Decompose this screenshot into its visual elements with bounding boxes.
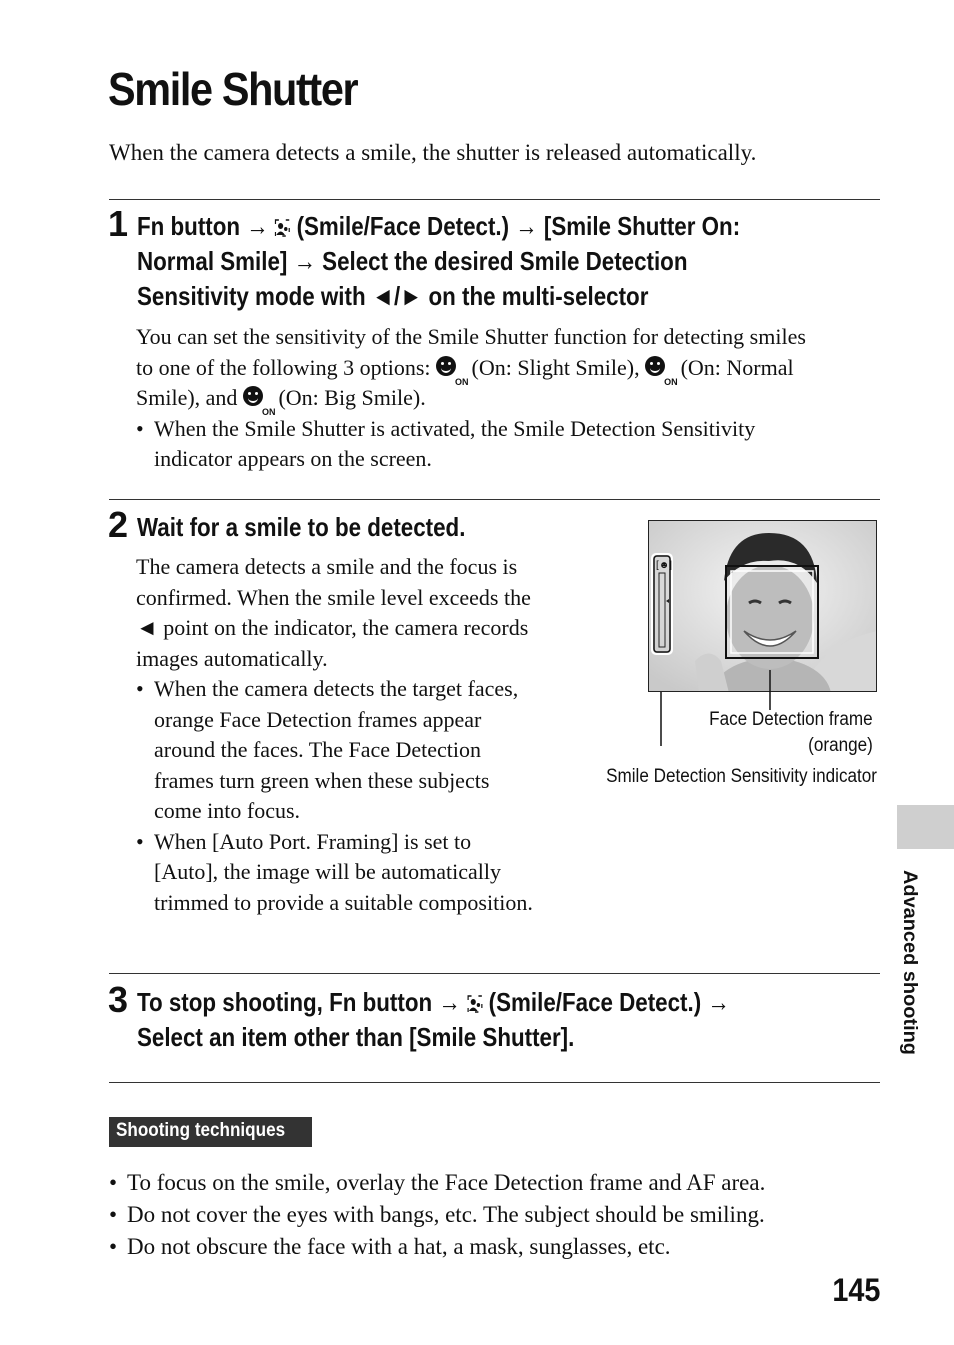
arrow-icon: → — [246, 211, 269, 241]
list-item: • Do not cover the eyes with bangs, etc. The subject should be smiling. — [109, 1199, 879, 1231]
techniques-list — [109, 1167, 879, 1263]
step-3-heading: To stop shooting, Fn button → (Smile/Face Detect.) → Select an item other than [Smile Shutter]. — [137, 987, 730, 1052]
svg-text:Advanced shooting: Advanced shooting — [899, 870, 920, 1047]
section-tab — [897, 805, 954, 849]
step-3-number: 3 — [108, 979, 129, 1020]
divider — [109, 199, 880, 200]
label-face-frame: Face Detection frame — [709, 709, 873, 730]
list-item: • When [Auto Port. Framing] is set to [Auto], the image will be automatically trimmed to provide a suitable composition. — [136, 827, 536, 919]
big-smile-icon: ON — [243, 386, 273, 408]
step-2-number: 2 — [108, 504, 129, 545]
arrow-icon: → — [515, 211, 538, 241]
figure-leader-lines — [655, 640, 785, 750]
divider — [109, 973, 880, 974]
arrow-icon: → — [707, 987, 730, 1017]
arrow-icon: → — [293, 246, 316, 276]
face-detect-icon — [275, 219, 290, 237]
arrow-icon: → — [438, 987, 461, 1017]
page-title: Smile Shutter — [108, 63, 358, 115]
list-item: • To focus on the smile, overlay the Face Detection frame and AF area. — [109, 1167, 879, 1199]
sidebar-section-label — [892, 868, 932, 1058]
divider — [109, 1082, 880, 1083]
list-item: • When the camera detects the target faces, orange Face Detection frames appear around the faces. The Face Detection frames turn green when these subjects come into focus. — [136, 674, 536, 827]
label-sensitivity-indicator: Smile Detection Sensitivity indicator — [606, 766, 877, 787]
list-item: • Do not obscure the face with a hat, a mask, sunglasses, etc. — [109, 1231, 879, 1263]
shooting-techniques-label: Shooting techniques — [109, 1117, 312, 1147]
face-detect-icon — [467, 995, 482, 1013]
step-1-heading: Fn button → (Smile/Face Detect.) → [Smile Shutter On: Normal Smile] → Select the desired Smile Detection Sensitivity mode with ◄/► on the multi-selector — [137, 211, 741, 311]
label-face-frame-color: (orange) — [808, 735, 873, 756]
step-2-heading: Wait for a smile to be detected. — [137, 512, 466, 542]
step-1-body: You can set the sensitivity of the Smile Shutter function for detecting smiles to one of the following 3 options: ON (On: Slight Smile), ON (On: Normal Smile), and ON (On: Big Smile). • When the Smile Shutter is activated, the Smile Detection Sensitivity indicator appears on the screen. — [136, 322, 881, 475]
step-1-number: 1 — [108, 203, 129, 244]
list-item: • When the Smile Shutter is activated, the Smile Detection Sensitivity indicator appears on the screen. — [136, 414, 834, 475]
normal-smile-icon: ON — [645, 356, 675, 378]
page-number: 145 — [831, 1272, 880, 1308]
step-2-body: The camera detects a smile and the focus is confirmed. When the smile level exceeds the ◄ point on the indicator, the camera records images automatically. • When the camera detects the target faces, orange Face Detection frames appear around the faces. The Face Detection frames turn green when these subjects come into focus. • When [Auto Port. Framing] is set to [Auto], the image will be automatically trimmed to provide a suitable composition. — [136, 552, 536, 918]
divider — [109, 499, 880, 500]
slight-smile-icon: ON — [436, 356, 466, 378]
svg-text:[☻]: [☻] — [656, 560, 673, 571]
intro-text: When the camera detects a smile, the shutter is released automatically. — [109, 140, 757, 165]
